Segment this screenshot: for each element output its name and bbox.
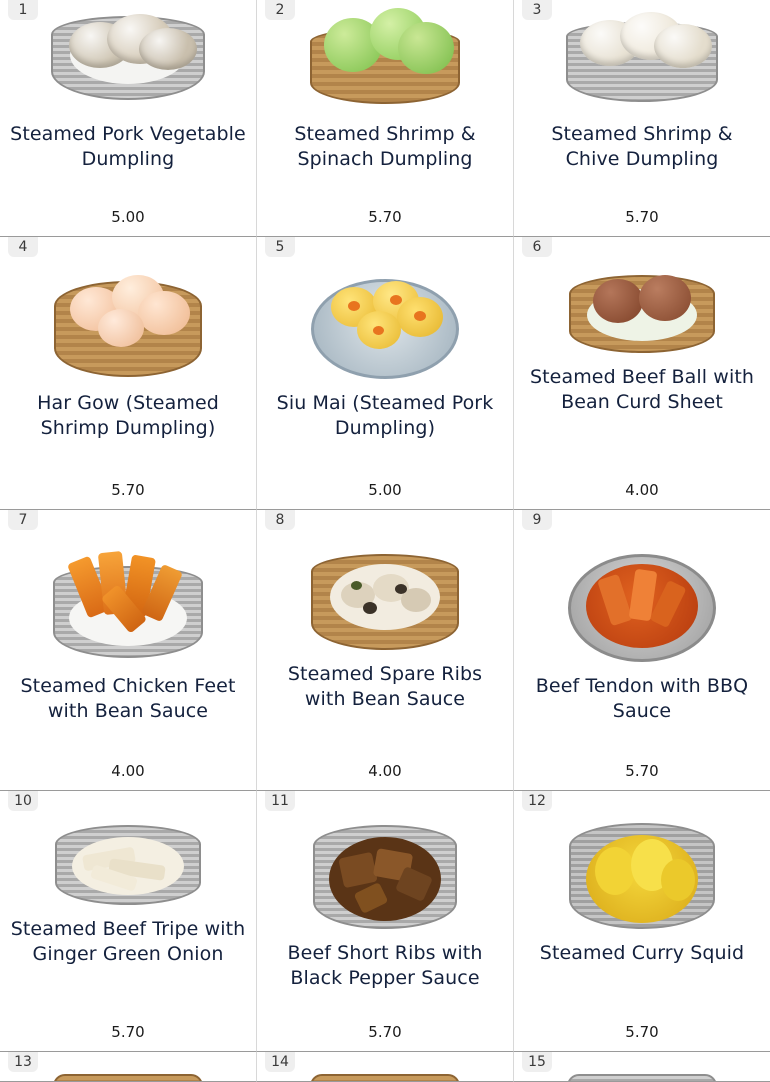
item-number-badge: 6	[522, 237, 552, 257]
item-price: 5.70	[625, 762, 659, 780]
item-name: Siu Mai (Steamed Pork Dumpling)	[276, 392, 494, 439]
item-image[interactable]	[522, 532, 762, 664]
item-image[interactable]	[8, 532, 248, 664]
menu-item[interactable]	[514, 1052, 770, 1082]
item-name: Steamed Shrimp & Spinach Dumpling	[294, 123, 476, 170]
item-price: 5.00	[368, 481, 402, 499]
item-name: Steamed Chicken Feet with Bean Sauce	[20, 675, 236, 722]
item-name: Steamed Curry Squid	[539, 942, 745, 964]
item-name: Steamed Beef Tripe with Ginger Green Onion	[10, 918, 246, 965]
item-price: 5.70	[368, 208, 402, 226]
menu-item[interactable]	[0, 237, 257, 510]
item-number-badge: 13	[8, 1052, 38, 1072]
menu-item[interactable]	[0, 510, 257, 791]
item-image[interactable]	[522, 813, 762, 931]
item-number-badge: 3	[522, 0, 552, 20]
item-name: Steamed Spare Ribs with Bean Sauce	[287, 663, 483, 710]
item-image[interactable]	[514, 1074, 770, 1082]
item-image[interactable]	[257, 1074, 513, 1082]
item-image[interactable]	[8, 0, 248, 112]
item-price: 5.00	[111, 208, 145, 226]
item-name: Beef Tendon with BBQ Sauce	[535, 675, 749, 722]
menu-item[interactable]	[257, 237, 514, 510]
item-image[interactable]	[265, 813, 505, 931]
item-name: Steamed Pork Vegetable Dumpling	[10, 123, 246, 170]
item-number-badge: 14	[265, 1052, 295, 1072]
item-number-badge: 15	[522, 1052, 552, 1072]
item-price: 4.00	[111, 762, 145, 780]
item-image[interactable]	[265, 259, 505, 381]
item-image[interactable]	[0, 1074, 256, 1082]
menu-item[interactable]	[257, 510, 514, 791]
item-image[interactable]	[522, 259, 762, 355]
menu-item[interactable]	[514, 0, 770, 237]
menu-item[interactable]	[0, 1052, 257, 1082]
item-number-badge: 12	[522, 791, 552, 811]
item-number-badge: 7	[8, 510, 38, 530]
item-image[interactable]	[8, 259, 248, 381]
item-name: Steamed Beef Ball with Bean Curd Sheet	[529, 366, 755, 413]
menu-item[interactable]	[514, 510, 770, 791]
menu-item[interactable]	[257, 1052, 514, 1082]
item-price: 5.70	[111, 481, 145, 499]
item-number-badge: 9	[522, 510, 552, 530]
item-name: Har Gow (Steamed Shrimp Dumpling)	[37, 392, 219, 439]
menu-item[interactable]	[514, 237, 770, 510]
item-number-badge: 8	[265, 510, 295, 530]
item-number-badge: 5	[265, 237, 295, 257]
item-price: 4.00	[368, 762, 402, 780]
item-image[interactable]	[265, 532, 505, 652]
item-price: 5.70	[625, 208, 659, 226]
item-image[interactable]	[8, 813, 248, 907]
menu-item[interactable]	[257, 791, 514, 1052]
item-number-badge: 2	[265, 0, 295, 20]
item-price: 5.70	[625, 1023, 659, 1041]
item-price: 4.00	[625, 481, 659, 499]
menu-item[interactable]	[0, 0, 257, 237]
item-image[interactable]	[265, 0, 505, 112]
item-number-badge: 1	[8, 0, 38, 20]
item-price: 5.70	[368, 1023, 402, 1041]
menu-item[interactable]	[514, 791, 770, 1052]
menu-item[interactable]	[257, 0, 514, 237]
item-name: Beef Short Ribs with Black Pepper Sauce	[287, 942, 483, 989]
item-number-badge: 4	[8, 237, 38, 257]
item-number-badge: 10	[8, 791, 38, 811]
menu-item[interactable]	[0, 791, 257, 1052]
item-image[interactable]	[522, 0, 762, 112]
item-name: Steamed Shrimp & Chive Dumpling	[551, 123, 733, 170]
item-number-badge: 11	[265, 791, 295, 811]
item-price: 5.70	[111, 1023, 145, 1041]
